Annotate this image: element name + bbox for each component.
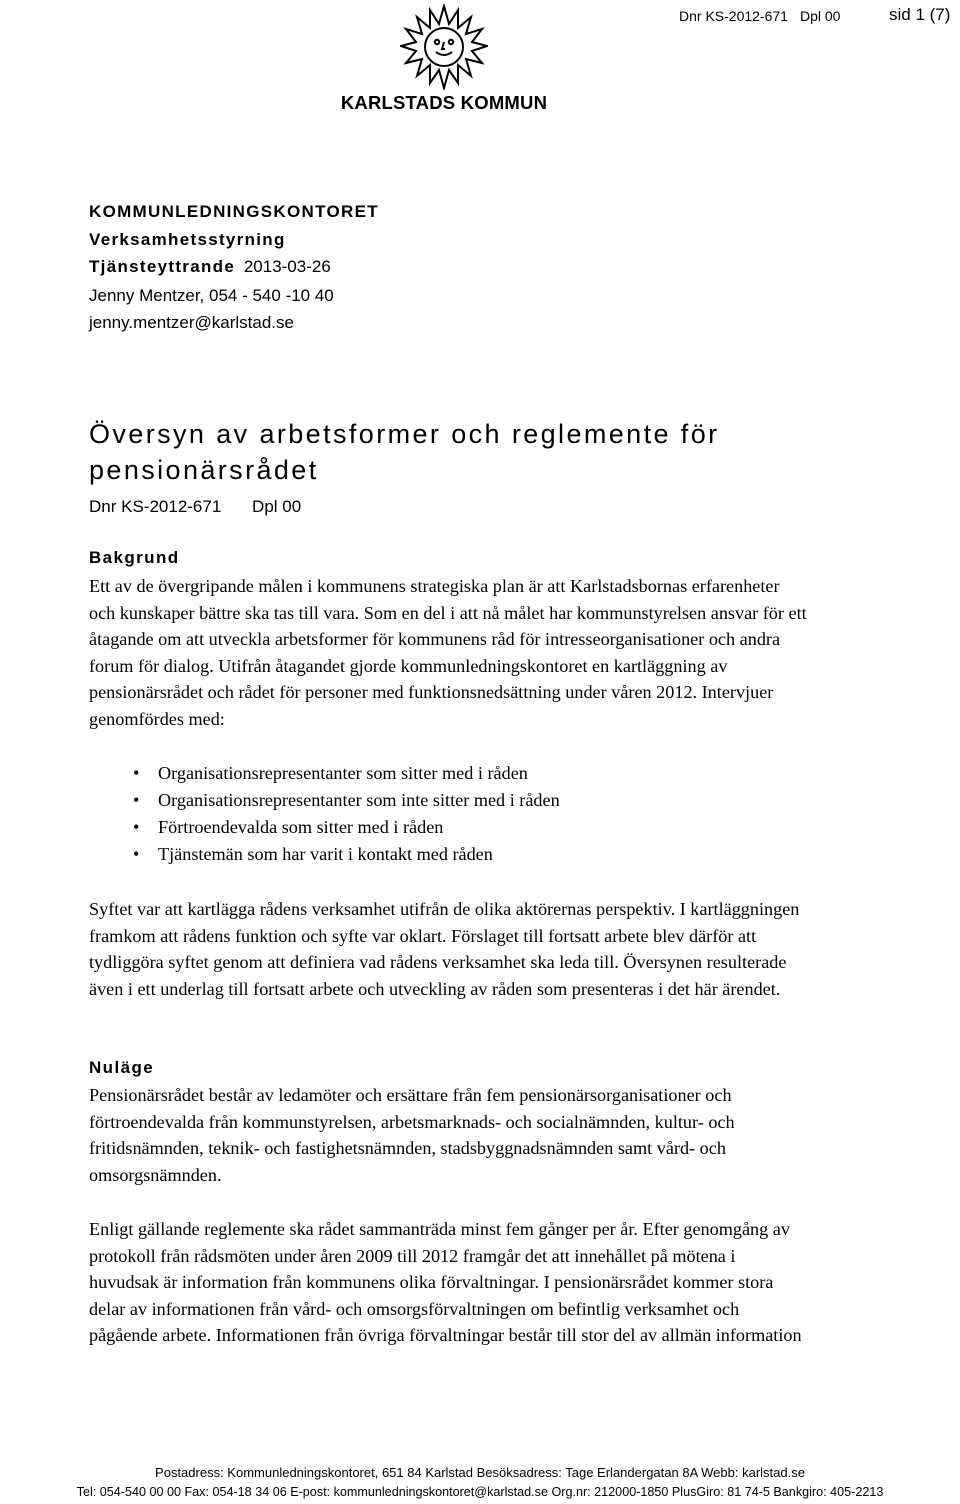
header-dpl: Dpl 00 (800, 8, 841, 24)
author-contact: Jenny Mentzer, 054 - 540 -10 40 (89, 286, 334, 305)
footer-address: Postadress: Kommunledningskontoret, 651 84 Karlstad Besöksadress: Tage Erlandergatan 8A Webb: karlstad.se (155, 1465, 805, 1480)
doc-dnr: Dnr KS-2012-671 (89, 497, 222, 516)
interview-list (89, 760, 560, 868)
page-title: Översyn av arbetsformer och reglemente för pensionärsrådet (89, 419, 720, 485)
doc-dpl: Dpl 00 (252, 497, 302, 516)
paragraph-syftet: Syftet var att kartlägga rådens verksamhet utifrån de olika aktörernas perspektiv. I kartläggningen framkom att rådens funktion och syfte var oklart. Förslaget till fortsatt arbete blev därför att tydliggöra syftet genom att definiera vad rådens verksamhet ska leda till. Översynen resulterade även i ett underlag till fortsatt arbete och utveckling av råden som presenteras i det här ärendet. (89, 899, 800, 999)
list-item: • Organisationsrepresentanter som sitter med i råden (89, 760, 560, 787)
doc-date: 2013-03-26 (243, 257, 331, 276)
header-dnr: Dnr KS-2012-671 (679, 8, 788, 24)
paragraph-nulage-2: Enligt gällande reglemente ska rådet sammanträda minst fem gånger per år. Efter genomgång av protokoll från rådsmöten under åren 2009 till 2012 framgår det att innehållet på mötena i huvudsak är information från kommunens olika förvaltningar. I pensionärsrådet kommer stora delar av informationen från vård- och omsorgsförvaltningen om befintlig verksamhet och pågående arbete. Informationen från övriga förvaltningar består till stor del av allmän information (89, 1219, 802, 1346)
paragraph-bakgrund: Ett av de övergripande målen i kommunens strategiska plan är att Karlstadsbornas erfarenheter och kunskaper bättre ska tas till vara. Som en del i att nå målet har kommunstyrelsen ansvar för ett åtagande om att utveckla arbetsformer för kommunens råd för intresseorganisationer och andra forum för dialog. Utifrån åtagandet gjorde kommunledningskontoret en kartläggning av pensionärsrådet och rådet för personer med funktionsnedsättning under våren 2012. Intervjuer genomfördes med: (89, 576, 807, 729)
municipality-logo (332, 4, 556, 114)
doc-type: Tjänsteyttrande (89, 257, 236, 276)
heading-nulage: Nuläge (89, 1058, 155, 1077)
list-item: • Organisationsrepresentanter som inte sitter med i råden (89, 787, 560, 814)
office-name: KOMMUNLEDNINGSKONTORET (89, 202, 379, 221)
paragraph-nulage-1: Pensionärsrådet består av ledamöter och ersättare från fem pensionärsorganisationer och förtroendevalda från kommunstyrelsen, arbetsmarknads- och socialnämnden, kultur- och fritidsnämnden, teknik- och fastighetsnämnden, stadsbyggnadsnämnden samt vård- och omsorgsnämnden. (89, 1085, 735, 1185)
logo-wordmark: KARLSTADS KOMMUN (340, 92, 548, 113)
author-email: jenny.mentzer@karlstad.se (89, 313, 294, 332)
heading-bakgrund: Bakgrund (89, 548, 180, 567)
doc-type-line (89, 257, 331, 277)
page-number: sid 1 (7) (889, 5, 951, 24)
unit-name: Verksamhetsstyrning (89, 230, 286, 249)
footer-contact: Tel: 054-540 00 00 Fax: 054-18 34 06 E-post: kommunledningskontoret@karlstad.se Org.nr: 212000-1850 PlusGiro: 81 74-5 Bankgiro: 405-2213 (76, 1485, 884, 1499)
sun-face-icon (400, 4, 488, 90)
document-reference (89, 497, 327, 517)
list-item: • Tjänstemän som har varit i kontakt med råden (89, 841, 560, 868)
list-item: • Förtroendevalda som sitter med i råden (89, 814, 560, 841)
